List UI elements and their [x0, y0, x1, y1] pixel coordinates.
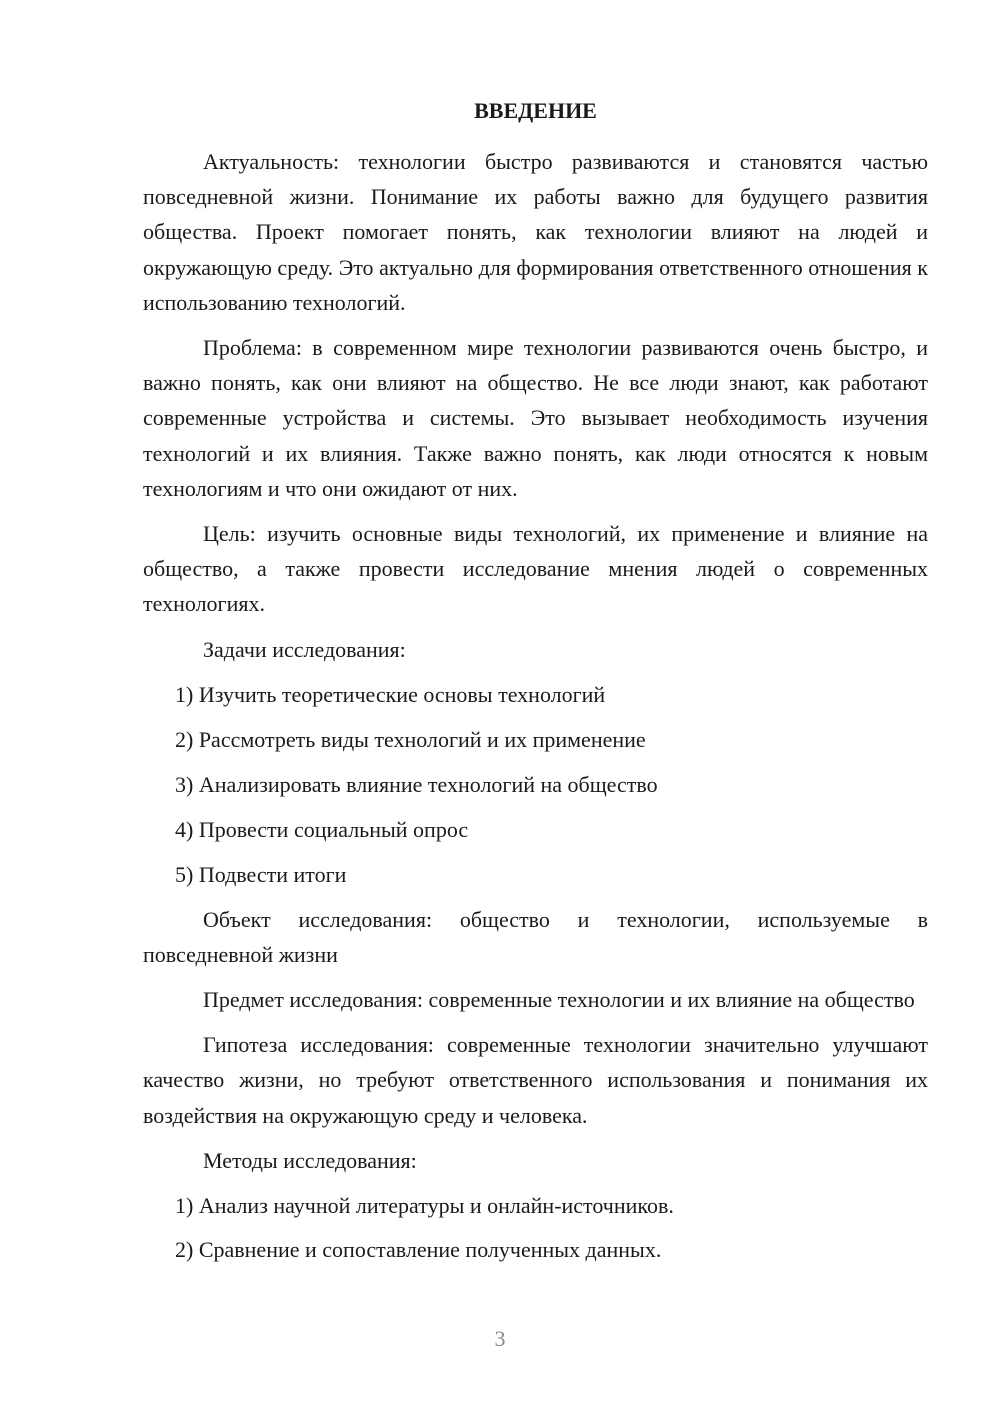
list-item: 3) Анализировать влияние технологий на общество — [175, 771, 658, 797]
goal-paragraph: Цель: изучить основные виды технологий, их применение и влияние на общество, а также провести исследование мнения людей о современных технологиях. — [143, 521, 928, 617]
methods-list — [143, 1188, 928, 1267]
subject-paragraph: Предмет исследования: современные технологии и их влияние на общество — [203, 987, 915, 1013]
relevance-paragraph: Актуальность: технологии быстро развиваются и становятся частью повседневной жизни. Понимание их работы важно для будущего развития общества. Проект помогает понять, как технологии влияют на людей и окружающую среду. Это актуально для формирования ответственного отношения к использованию технологий. — [143, 149, 928, 315]
list-item: 5) Подвести итоги — [175, 861, 347, 887]
list-item: 1) Анализ научной литературы и онлайн-источников. — [175, 1192, 674, 1218]
page-number: 3 — [494, 1326, 506, 1351]
object-paragraph: Объект исследования: общество и технологии, используемые в повседневной жизни — [143, 906, 928, 967]
hypothesis-paragraph: Гипотеза исследования: современные технологии значительно улучшают качество жизни, но требуют ответственного использования и понимания их воздействия на окружающую среду и человека. — [143, 1032, 928, 1128]
list-item: 2) Рассмотреть виды технологий и их применение — [175, 726, 646, 752]
document-page — [143, 96, 928, 1276]
page-title: ВВЕДЕНИЕ — [474, 98, 597, 123]
tasks-list — [143, 677, 928, 892]
list-item: 2) Сравнение и сопоставление полученных данных. — [175, 1236, 662, 1262]
list-item: 1) Изучить теоретические основы технологий — [175, 681, 606, 707]
methods-label: Методы исследования: — [203, 1147, 417, 1173]
tasks-label: Задачи исследования: — [203, 636, 406, 662]
problem-paragraph: Проблема: в современном мире технологии развиваются очень быстро, и важно понять, как они влияют на общество. Не все люди знают, как работают современные устройства и системы. Это вызывает необходимость изучения технологий и их влияния. Также важно понять, как люди относятся к новым технологиям и что они ожидают от них. — [143, 335, 928, 501]
list-item: 4) Провести социальный опрос — [175, 816, 469, 842]
